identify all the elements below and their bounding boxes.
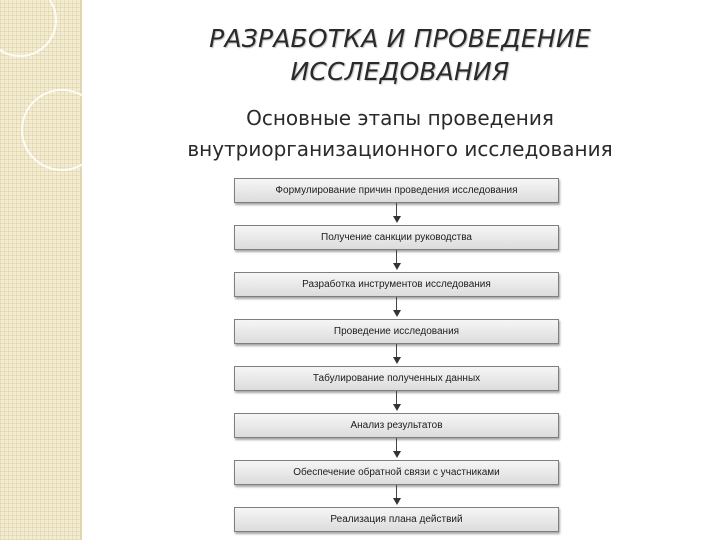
flow-arrow-icon — [234, 203, 559, 225]
flow-step-7: Обеспечение обратной связи с участниками — [234, 460, 559, 485]
flow-step-3: Разработка инструментов исследования — [234, 272, 559, 297]
slide-subtitle-line-2: внутриорганизационного исследования — [187, 137, 613, 161]
flow-arrow-icon — [234, 485, 559, 507]
slide-subtitle — [100, 103, 700, 165]
flow-arrow-icon — [234, 297, 559, 319]
decorative-circles — [0, 0, 82, 200]
slide-title — [100, 22, 700, 88]
flow-step-8: Реализация плана действий — [234, 507, 559, 532]
flow-arrow-icon — [234, 250, 559, 272]
flow-arrow-icon — [234, 438, 559, 460]
flow-step-4: Проведение исследования — [234, 319, 559, 344]
flow-step-2: Получение санкции руководства — [234, 225, 559, 250]
flow-arrow-icon — [234, 344, 559, 366]
flow-step-5: Табулирование полученных данных — [234, 366, 559, 391]
slide-title-line-2: ИССЛЕДОВАНИЯ — [290, 57, 510, 86]
process-flowchart — [234, 178, 559, 532]
slide-title-line-1: РАЗРАБОТКА И ПРОВЕДЕНИЕ — [209, 24, 591, 53]
flow-step-1: Формулирование причин проведения исследования — [234, 178, 559, 203]
flow-step-6: Анализ результатов — [234, 413, 559, 438]
flow-arrow-icon — [234, 391, 559, 413]
slide-subtitle-line-1: Основные этапы проведения — [246, 106, 554, 130]
